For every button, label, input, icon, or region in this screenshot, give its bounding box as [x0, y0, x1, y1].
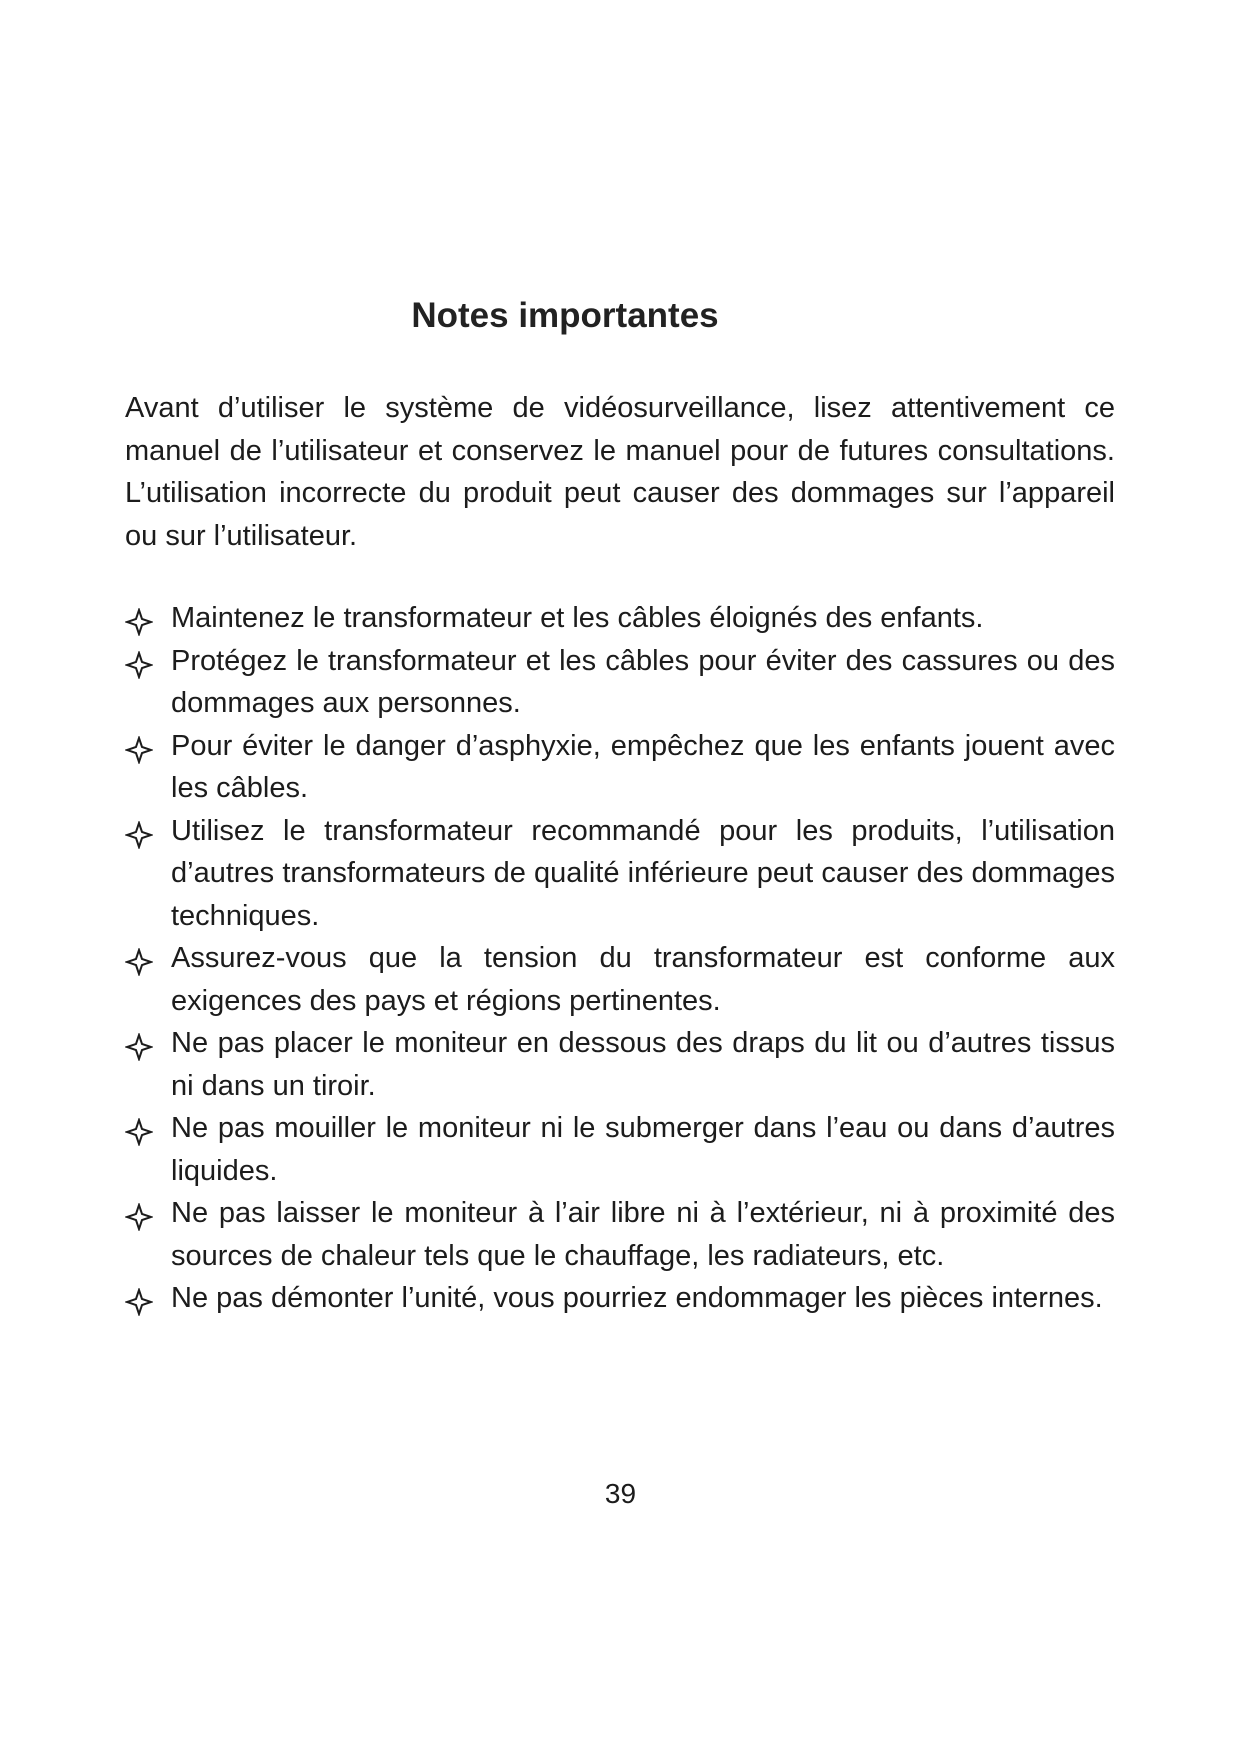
list-item [125, 1192, 1115, 1277]
four-point-star-outline-icon [125, 1118, 153, 1146]
page-number: 39 [604, 1478, 637, 1509]
note-text: Ne pas laisser le moniteur à l’air libre ni à l’extérieur, ni à proximité des sources de chaleur tels que le chauffage, les radiateurs, etc. [171, 1197, 1115, 1272]
note-text: Ne pas mouiller le moniteur ni le submerger dans l’eau ou dans d’autres liquides. [171, 1112, 1115, 1187]
four-point-star-outline-icon [125, 736, 153, 764]
list-item [125, 937, 1115, 1022]
note-text: Ne pas placer le moniteur en dessous des draps du lit ou d’autres tissus ni dans un tiroir. [171, 1027, 1115, 1102]
four-point-star-outline-icon [125, 1033, 153, 1061]
four-point-star-outline-icon [125, 1203, 153, 1231]
note-text: Maintenez le transformateur et les câbles éloignés des enfants. [171, 602, 984, 634]
note-text: Assurez-vous que la tension du transformateur est conforme aux exigences des pays et régions pertinentes. [171, 942, 1115, 1017]
four-point-star-outline-icon [125, 1288, 153, 1316]
four-point-star-outline-icon [125, 821, 153, 849]
four-point-star-outline-icon [125, 608, 153, 636]
intro-paragraph: Avant d’utiliser le système de vidéosurveillance, lisez attentivement ce manuel de l’utilisateur et conservez le manuel pour de futures consultations. L’utilisation incorrecte du produit peut causer des dommages sur l’appareil ou sur l’utilisateur. [125, 392, 1115, 552]
note-text: Pour éviter le danger d’asphyxie, empêchez que les enfants jouent avec les câbles. [171, 729, 1115, 804]
note-text: Ne pas démonter l’unité, vous pourriez endommager les pièces internes. [171, 1282, 1103, 1314]
list-item [125, 597, 1115, 640]
note-text: Protégez le transformateur et les câbles pour éviter des cassures ou des dommages aux personnes. [171, 644, 1115, 719]
list-item [125, 1277, 1115, 1320]
notes-list [125, 597, 1115, 1320]
list-item [125, 725, 1115, 810]
note-text: Utilisez le transformateur recommandé pour les produits, l’utilisation d’autres transformateurs de qualité inférieure peut causer des dommages techniques. [171, 814, 1115, 932]
four-point-star-outline-icon [125, 948, 153, 976]
list-item [125, 1107, 1115, 1192]
list-item [125, 1022, 1115, 1107]
list-item [125, 640, 1115, 725]
page-title: Notes importantes [411, 296, 719, 335]
list-item [125, 810, 1115, 938]
four-point-star-outline-icon [125, 651, 153, 679]
